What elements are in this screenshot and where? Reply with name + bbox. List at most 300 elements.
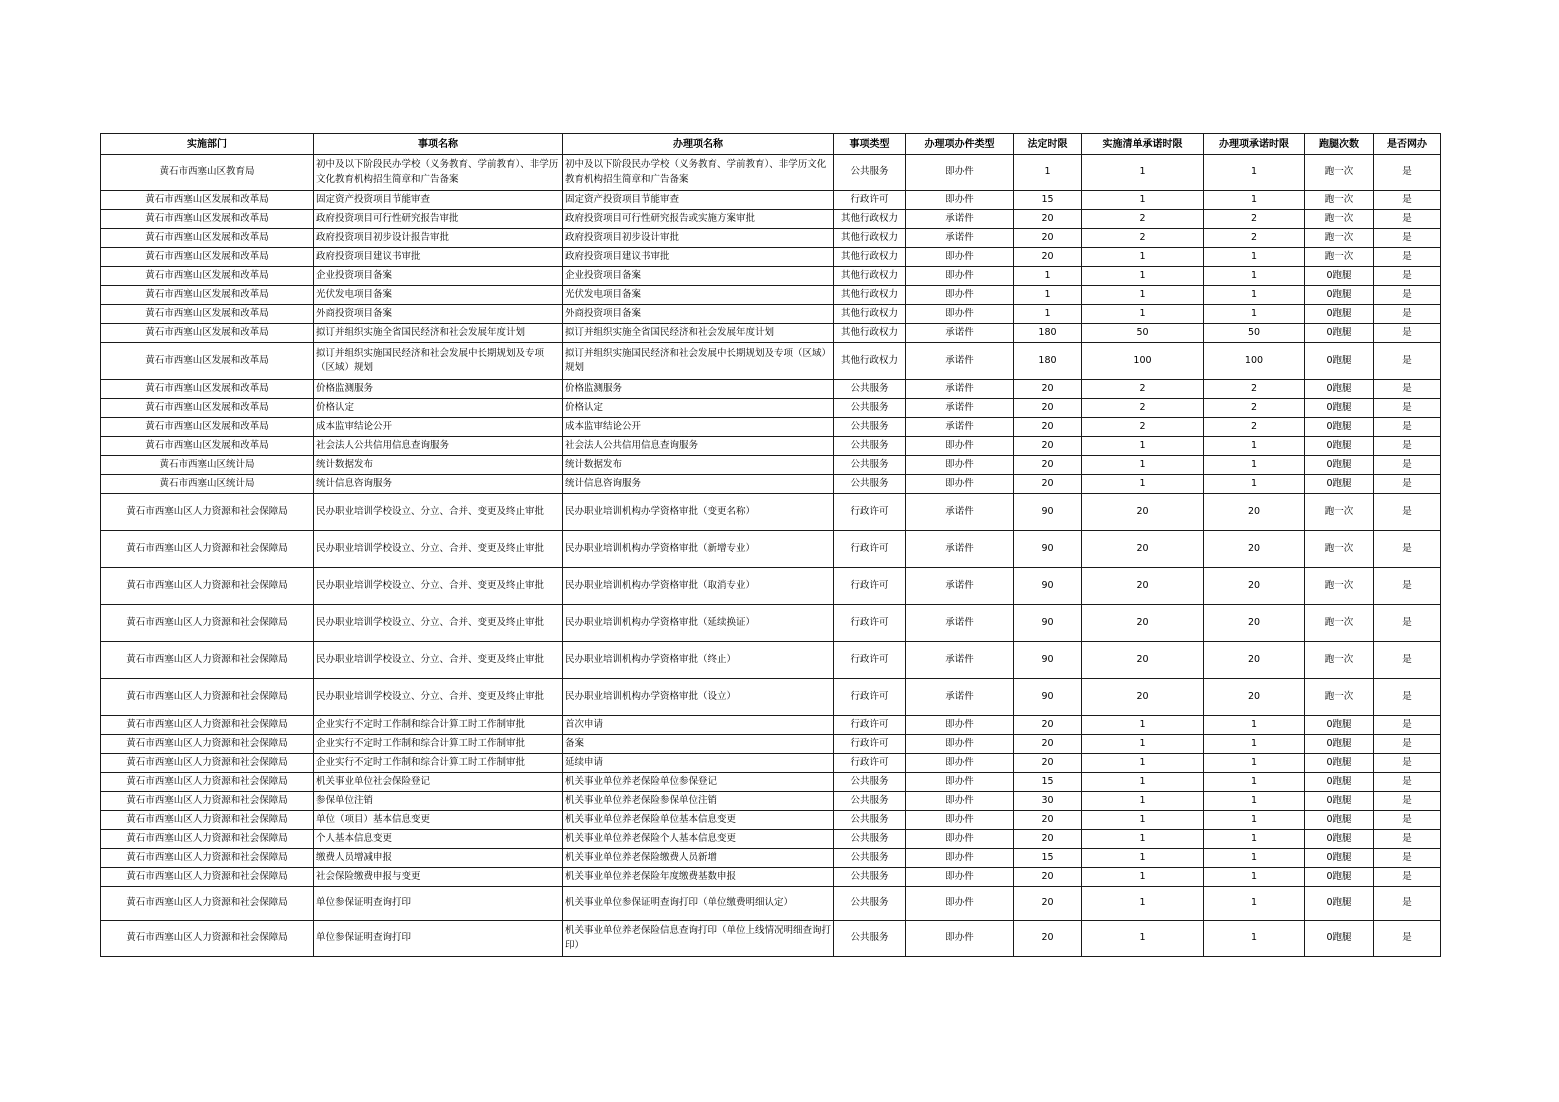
cell: 民办职业培训学校设立、分立、合并、变更及终止审批: [314, 679, 563, 716]
cell: 政府投资项目建议书审批: [563, 248, 834, 267]
cell: 行政许可: [834, 568, 906, 605]
cell: 民办职业培训学校设立、分立、合并、变更及终止审批: [314, 494, 563, 531]
cell: 企业投资项目备案: [563, 267, 834, 286]
cell: 统计信息咨询服务: [563, 475, 834, 494]
table-row: [101, 849, 1441, 868]
cell: 20: [1204, 494, 1305, 531]
cell: 1: [1082, 267, 1204, 286]
cell: 固定资产投资项目节能审查: [314, 191, 563, 210]
cell: 1: [1082, 456, 1204, 475]
cell: 1: [1204, 248, 1305, 267]
cell: 机关事业单位社会保险登记: [314, 773, 563, 792]
cell: 20: [1204, 568, 1305, 605]
table-row: [101, 605, 1441, 642]
cell: 20: [1204, 679, 1305, 716]
cell: 1: [1204, 735, 1305, 754]
header-cell-8: 跑腿次数: [1305, 134, 1374, 155]
cell: 承诺件: [906, 605, 1014, 642]
cell: 公共服务: [834, 380, 906, 399]
cell: 即办件: [906, 735, 1014, 754]
cell: 1: [1082, 921, 1204, 957]
cell: 是: [1374, 830, 1441, 849]
cell: 承诺件: [906, 418, 1014, 437]
cell: 20: [1014, 811, 1082, 830]
cell: 民办职业培训机构办学资格审批（变更名称）: [563, 494, 834, 531]
cell: 即办件: [906, 773, 1014, 792]
cell: 1: [1204, 286, 1305, 305]
cell: 价格监测服务: [314, 380, 563, 399]
cell: 其他行政权力: [834, 343, 906, 380]
cell: 1: [1204, 437, 1305, 456]
cell: 跑一次: [1305, 531, 1374, 568]
table-row: [101, 868, 1441, 887]
cell: 20: [1082, 494, 1204, 531]
services-table: [100, 133, 1441, 957]
cell: 公共服务: [834, 830, 906, 849]
table-row: [101, 248, 1441, 267]
cell: 跑一次: [1305, 494, 1374, 531]
cell: 20: [1082, 679, 1204, 716]
cell: 社会保险缴费申报与变更: [314, 868, 563, 887]
cell: 1: [1082, 868, 1204, 887]
cell: 是: [1374, 531, 1441, 568]
cell: 跑一次: [1305, 642, 1374, 679]
cell: 0跑腿: [1305, 792, 1374, 811]
cell: 机关事业单位养老保险个人基本信息变更: [563, 830, 834, 849]
cell: 50: [1204, 324, 1305, 343]
cell: 跑一次: [1305, 210, 1374, 229]
cell: 民办职业培训机构办学资格审批（设立）: [563, 679, 834, 716]
cell: 缴费人员增减申报: [314, 849, 563, 868]
cell: 黄石市西塞山区发展和改革局: [101, 343, 314, 380]
cell: 公共服务: [834, 773, 906, 792]
cell: 20: [1204, 642, 1305, 679]
cell: 跑一次: [1305, 568, 1374, 605]
cell: 是: [1374, 191, 1441, 210]
cell: 统计数据发布: [563, 456, 834, 475]
cell: 30: [1014, 792, 1082, 811]
cell: 黄石市西塞山区人力资源和社会保障局: [101, 792, 314, 811]
cell: 首次申请: [563, 716, 834, 735]
cell: 黄石市西塞山区人力资源和社会保障局: [101, 679, 314, 716]
cell: 社会法人公共信用信息查询服务: [314, 437, 563, 456]
cell: 1: [1014, 305, 1082, 324]
cell: 2: [1082, 210, 1204, 229]
cell: 企业实行不定时工作制和综合计算工时工作制审批: [314, 754, 563, 773]
cell: 黄石市西塞山区发展和改革局: [101, 305, 314, 324]
cell: 0跑腿: [1305, 267, 1374, 286]
cell: 黄石市西塞山区发展和改革局: [101, 324, 314, 343]
cell: 1: [1204, 305, 1305, 324]
cell: 即办件: [906, 754, 1014, 773]
header-cell-4: 办理项办件类型: [906, 134, 1014, 155]
cell: 即办件: [906, 286, 1014, 305]
table-row: [101, 679, 1441, 716]
cell: 民办职业培训机构办学资格审批（延续换证）: [563, 605, 834, 642]
cell: 拟订并组织实施全省国民经济和社会发展年度计划: [563, 324, 834, 343]
table-row: [101, 475, 1441, 494]
cell: 1: [1082, 305, 1204, 324]
cell: 20: [1014, 380, 1082, 399]
cell: 行政许可: [834, 605, 906, 642]
cell: 20: [1082, 642, 1204, 679]
cell: 民办职业培训学校设立、分立、合并、变更及终止审批: [314, 531, 563, 568]
table-row: [101, 229, 1441, 248]
cell: 黄石市西塞山区发展和改革局: [101, 286, 314, 305]
cell: 公共服务: [834, 437, 906, 456]
cell: 20: [1014, 887, 1082, 921]
cell: 黄石市西塞山区人力资源和社会保障局: [101, 811, 314, 830]
cell: 1: [1204, 887, 1305, 921]
cell: 民办职业培训机构办学资格审批（取消专业）: [563, 568, 834, 605]
cell: 民办职业培训学校设立、分立、合并、变更及终止审批: [314, 568, 563, 605]
header-row: [101, 134, 1441, 155]
cell: 0跑腿: [1305, 380, 1374, 399]
cell: 公共服务: [834, 921, 906, 957]
cell: 行政许可: [834, 191, 906, 210]
cell: 20: [1014, 248, 1082, 267]
cell: 政府投资项目初步设计报告审批: [314, 229, 563, 248]
cell: 黄石市西塞山区人力资源和社会保障局: [101, 849, 314, 868]
cell: 是: [1374, 399, 1441, 418]
cell: 0跑腿: [1305, 456, 1374, 475]
cell: 黄石市西塞山区发展和改革局: [101, 210, 314, 229]
services-table-container: [100, 133, 1441, 957]
cell: 行政许可: [834, 716, 906, 735]
cell: 承诺件: [906, 399, 1014, 418]
cell: 1: [1082, 811, 1204, 830]
cell: 黄石市西塞山区发展和改革局: [101, 191, 314, 210]
header-cell-1: 事项名称: [314, 134, 563, 155]
cell: 是: [1374, 849, 1441, 868]
cell: 是: [1374, 437, 1441, 456]
cell: 是: [1374, 494, 1441, 531]
table-row: [101, 811, 1441, 830]
cell: 承诺件: [906, 380, 1014, 399]
cell: 0跑腿: [1305, 754, 1374, 773]
cell: 公共服务: [834, 456, 906, 475]
cell: 2: [1082, 418, 1204, 437]
cell: 1: [1082, 155, 1204, 191]
cell: 是: [1374, 456, 1441, 475]
table-row: [101, 305, 1441, 324]
cell: 其他行政权力: [834, 229, 906, 248]
header-cell-6: 实施清单承诺时限: [1082, 134, 1204, 155]
cell: 统计数据发布: [314, 456, 563, 475]
cell: 即办件: [906, 437, 1014, 456]
cell: 机关事业单位养老保险缴费人员新增: [563, 849, 834, 868]
cell: 机关事业单位养老保险单位参保登记: [563, 773, 834, 792]
cell: 是: [1374, 229, 1441, 248]
table-row: [101, 418, 1441, 437]
cell: 公共服务: [834, 811, 906, 830]
cell: 价格认定: [563, 399, 834, 418]
cell: 黄石市西塞山区人力资源和社会保障局: [101, 494, 314, 531]
cell: 即办件: [906, 456, 1014, 475]
cell: 光伏发电项目备案: [563, 286, 834, 305]
cell: 公共服务: [834, 849, 906, 868]
cell: 20: [1014, 229, 1082, 248]
cell: 即办件: [906, 191, 1014, 210]
cell: 黄石市西塞山区统计局: [101, 456, 314, 475]
cell: 是: [1374, 267, 1441, 286]
cell: 1: [1082, 887, 1204, 921]
cell: 0跑腿: [1305, 811, 1374, 830]
cell: 0跑腿: [1305, 324, 1374, 343]
cell: 承诺件: [906, 531, 1014, 568]
cell: 2: [1082, 229, 1204, 248]
cell: 承诺件: [906, 324, 1014, 343]
cell: 黄石市西塞山区发展和改革局: [101, 399, 314, 418]
cell: 20: [1204, 605, 1305, 642]
cell: 是: [1374, 716, 1441, 735]
cell: 行政许可: [834, 494, 906, 531]
cell: 跑一次: [1305, 229, 1374, 248]
cell: 是: [1374, 418, 1441, 437]
cell: 黄石市西塞山区发展和改革局: [101, 437, 314, 456]
header-cell-3: 事项类型: [834, 134, 906, 155]
table-row: [101, 191, 1441, 210]
cell: 承诺件: [906, 229, 1014, 248]
cell: 是: [1374, 792, 1441, 811]
cell: 行政许可: [834, 679, 906, 716]
table-row: [101, 642, 1441, 679]
cell: 是: [1374, 754, 1441, 773]
cell: 跑一次: [1305, 679, 1374, 716]
cell: 单位（项目）基本信息变更: [314, 811, 563, 830]
cell: 机关事业单位参保证明查询打印（单位缴费明细认定）: [563, 887, 834, 921]
cell: 1: [1204, 716, 1305, 735]
cell: 成本监审结论公开: [314, 418, 563, 437]
cell: 100: [1204, 343, 1305, 380]
table-row: [101, 921, 1441, 957]
cell: 跑一次: [1305, 605, 1374, 642]
cell: 黄石市西塞山区发展和改革局: [101, 248, 314, 267]
cell: 1: [1082, 437, 1204, 456]
cell: 其他行政权力: [834, 267, 906, 286]
table-row: [101, 716, 1441, 735]
cell: 企业投资项目备案: [314, 267, 563, 286]
cell: 行政许可: [834, 754, 906, 773]
table-row: [101, 380, 1441, 399]
cell: 黄石市西塞山区人力资源和社会保障局: [101, 531, 314, 568]
cell: 0跑腿: [1305, 921, 1374, 957]
cell: 初中及以下阶段民办学校（义务教育、学前教育）、非学历文化教育机构招生简章和广告备案: [563, 155, 834, 191]
cell: 机关事业单位养老保险单位基本信息变更: [563, 811, 834, 830]
cell: 即办件: [906, 830, 1014, 849]
cell: 黄石市西塞山区人力资源和社会保障局: [101, 568, 314, 605]
cell: 50: [1082, 324, 1204, 343]
cell: 1: [1082, 191, 1204, 210]
cell: 1: [1082, 248, 1204, 267]
cell: 20: [1014, 210, 1082, 229]
table-row: [101, 792, 1441, 811]
cell: 15: [1014, 849, 1082, 868]
cell: 承诺件: [906, 494, 1014, 531]
table-row: [101, 887, 1441, 921]
cell: 黄石市西塞山区发展和改革局: [101, 229, 314, 248]
cell: 黄石市西塞山区人力资源和社会保障局: [101, 642, 314, 679]
cell: 1: [1082, 754, 1204, 773]
cell: 是: [1374, 286, 1441, 305]
cell: 0跑腿: [1305, 868, 1374, 887]
cell: 黄石市西塞山区人力资源和社会保障局: [101, 773, 314, 792]
cell: 1: [1204, 792, 1305, 811]
cell: 是: [1374, 773, 1441, 792]
cell: 即办件: [906, 792, 1014, 811]
table-row: [101, 830, 1441, 849]
table-row: [101, 286, 1441, 305]
cell: 20: [1082, 568, 1204, 605]
cell: 公共服务: [834, 155, 906, 191]
cell: 是: [1374, 605, 1441, 642]
cell: 其他行政权力: [834, 324, 906, 343]
table-row: [101, 324, 1441, 343]
cell: 1: [1014, 155, 1082, 191]
cell: 是: [1374, 343, 1441, 380]
cell: 20: [1014, 716, 1082, 735]
cell: 20: [1204, 531, 1305, 568]
cell: 1: [1082, 849, 1204, 868]
cell: 1: [1204, 830, 1305, 849]
cell: 2: [1082, 380, 1204, 399]
table-row: [101, 735, 1441, 754]
cell: 行政许可: [834, 735, 906, 754]
cell: 0跑腿: [1305, 887, 1374, 921]
cell: 即办件: [906, 716, 1014, 735]
table-row: [101, 267, 1441, 286]
cell: 政府投资项目初步设计审批: [563, 229, 834, 248]
header-cell-0: 实施部门: [101, 134, 314, 155]
cell: 即办件: [906, 887, 1014, 921]
cell: 即办件: [906, 305, 1014, 324]
cell: 0跑腿: [1305, 418, 1374, 437]
cell: 黄石市西塞山区人力资源和社会保障局: [101, 921, 314, 957]
header-cell-2: 办理项名称: [563, 134, 834, 155]
cell: 0跑腿: [1305, 437, 1374, 456]
cell: 成本监审结论公开: [563, 418, 834, 437]
cell: 即办件: [906, 868, 1014, 887]
cell: 20: [1014, 868, 1082, 887]
cell: 单位参保证明查询打印: [314, 887, 563, 921]
cell: 民办职业培训学校设立、分立、合并、变更及终止审批: [314, 642, 563, 679]
cell: 0跑腿: [1305, 399, 1374, 418]
cell: 备案: [563, 735, 834, 754]
table-body: [101, 155, 1441, 957]
header-cell-9: 是否网办: [1374, 134, 1441, 155]
cell: 0跑腿: [1305, 735, 1374, 754]
cell: 黄石市西塞山区人力资源和社会保障局: [101, 605, 314, 642]
table-row: [101, 568, 1441, 605]
cell: 是: [1374, 887, 1441, 921]
cell: 1: [1204, 475, 1305, 494]
cell: 黄石市西塞山区人力资源和社会保障局: [101, 887, 314, 921]
table-row: [101, 456, 1441, 475]
cell: 1: [1014, 267, 1082, 286]
cell: 2: [1082, 399, 1204, 418]
cell: 1: [1082, 830, 1204, 849]
table-row: [101, 210, 1441, 229]
cell: 1: [1204, 754, 1305, 773]
cell: 外商投资项目备案: [314, 305, 563, 324]
cell: 2: [1204, 399, 1305, 418]
cell: 90: [1014, 568, 1082, 605]
cell: 公共服务: [834, 475, 906, 494]
cell: 0跑腿: [1305, 305, 1374, 324]
cell: 其他行政权力: [834, 305, 906, 324]
cell: 是: [1374, 324, 1441, 343]
cell: 1: [1204, 811, 1305, 830]
cell: 1: [1204, 267, 1305, 286]
cell: 是: [1374, 811, 1441, 830]
cell: 20: [1014, 456, 1082, 475]
cell: 承诺件: [906, 568, 1014, 605]
cell: 固定资产投资项目节能审查: [563, 191, 834, 210]
cell: 参保单位注销: [314, 792, 563, 811]
cell: 黄石市西塞山区人力资源和社会保障局: [101, 830, 314, 849]
cell: 行政许可: [834, 642, 906, 679]
cell: 20: [1014, 754, 1082, 773]
cell: 0跑腿: [1305, 773, 1374, 792]
cell: 0跑腿: [1305, 716, 1374, 735]
cell: 黄石市西塞山区人力资源和社会保障局: [101, 716, 314, 735]
cell: 公共服务: [834, 792, 906, 811]
table-row: [101, 531, 1441, 568]
cell: 即办件: [906, 475, 1014, 494]
cell: 拟订并组织实施国民经济和社会发展中长期规划及专项（区域）规划: [563, 343, 834, 380]
cell: 1: [1204, 849, 1305, 868]
cell: 1: [1082, 735, 1204, 754]
cell: 180: [1014, 324, 1082, 343]
cell: 即办件: [906, 811, 1014, 830]
cell: 1: [1204, 921, 1305, 957]
cell: 是: [1374, 679, 1441, 716]
cell: 拟订并组织实施国民经济和社会发展中长期规划及专项（区域）规划: [314, 343, 563, 380]
cell: 20: [1014, 437, 1082, 456]
cell: 0跑腿: [1305, 286, 1374, 305]
cell: 单位参保证明查询打印: [314, 921, 563, 957]
cell: 即办件: [906, 267, 1014, 286]
cell: 价格认定: [314, 399, 563, 418]
cell: 1: [1082, 773, 1204, 792]
table-row: [101, 437, 1441, 456]
cell: 黄石市西塞山区人力资源和社会保障局: [101, 868, 314, 887]
cell: 90: [1014, 494, 1082, 531]
cell: 180: [1014, 343, 1082, 380]
cell: 1: [1082, 286, 1204, 305]
cell: 政府投资项目可行性研究报告或实施方案审批: [563, 210, 834, 229]
cell: 1: [1204, 191, 1305, 210]
cell: 是: [1374, 642, 1441, 679]
cell: 光伏发电项目备案: [314, 286, 563, 305]
cell: 其他行政权力: [834, 248, 906, 267]
cell: 0跑腿: [1305, 343, 1374, 380]
cell: 是: [1374, 868, 1441, 887]
cell: 1: [1204, 868, 1305, 887]
cell: 1: [1082, 475, 1204, 494]
cell: 承诺件: [906, 679, 1014, 716]
cell: 90: [1014, 605, 1082, 642]
cell: 跑一次: [1305, 191, 1374, 210]
cell: 价格监测服务: [563, 380, 834, 399]
cell: 0跑腿: [1305, 830, 1374, 849]
cell: 20: [1082, 605, 1204, 642]
cell: 拟订并组织实施全省国民经济和社会发展年度计划: [314, 324, 563, 343]
cell: 1: [1204, 456, 1305, 475]
cell: 政府投资项目建议书审批: [314, 248, 563, 267]
cell: 公共服务: [834, 887, 906, 921]
cell: 即办件: [906, 248, 1014, 267]
